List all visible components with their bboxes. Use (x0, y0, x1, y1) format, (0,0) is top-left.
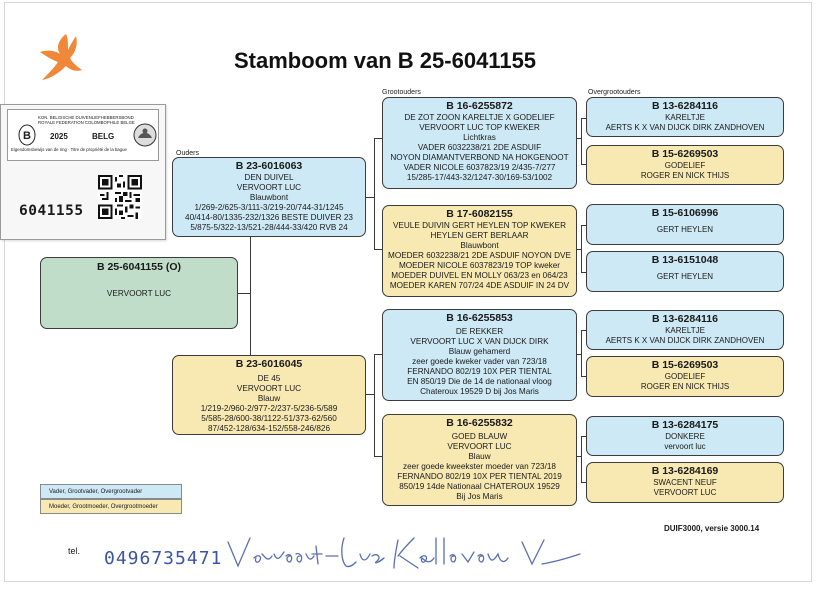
grandparent-line: zeer goede kweker vader van 723/18 (412, 357, 547, 366)
great-grandmother-box[interactable] (586, 356, 784, 397)
great-grandparent-ring: B 13-6284169 (651, 465, 719, 477)
great-grandparent-ring: B 13-6284175 (651, 419, 719, 431)
subject-line: VERVOORT LUC (106, 289, 172, 298)
grandparent-line: Bij Jos Maris (456, 492, 503, 501)
mother-line: DE 45 (257, 374, 281, 383)
ring-card-header (7, 109, 159, 161)
handwritten-signature (222, 528, 582, 580)
grandparent-line: DE REKKER (455, 327, 504, 336)
legend-male: Vader, Grootvader, Overgrootvader (40, 484, 182, 499)
grandparent-line: 850/19 14de Nationaal CHATEROUX 19529 (399, 482, 560, 491)
page-title: Stamboom van B 25-6041155 (234, 48, 537, 73)
father-line: DEN DUIVEL (244, 173, 294, 182)
legend-female: Moeder, Grootmoeder, Overgrootmoeder (40, 499, 182, 514)
father-line: 1/269-2/625-3/111-3/219-20/744-31/1245 (194, 203, 344, 212)
grandparent-line: VERVOORT LUC X VAN DIJCK DIRK (410, 337, 549, 346)
grandparent-ring: B 16-6255853 (446, 312, 513, 324)
grandparent-ring: B 16-6255832 (446, 417, 513, 429)
father-ring: B 23-6016063 (235, 160, 303, 172)
column-label-overgrootouders: Overgrootouders (588, 89, 641, 96)
great-grandfather-box[interactable] (586, 251, 784, 292)
great-grandparent-line: SWACENT NEUF (653, 478, 717, 487)
federation-crest-icon (132, 122, 158, 148)
great-grandparent-line: VERVOORT LUC (653, 488, 717, 497)
grandparent-ring: B 17-6082155 (446, 208, 513, 220)
grandparent-line: Blauw (468, 452, 491, 461)
grandparent-ring: B 16-6255872 (446, 100, 513, 112)
federation-name-nl: KON. BELGISCHE DUIVENLIEFHEBBERSBOND (38, 115, 134, 120)
father-box[interactable] (172, 157, 366, 237)
mother-ring: B 23-6016045 (235, 358, 303, 370)
great-grandfather-box[interactable] (586, 416, 784, 456)
mother-box[interactable] (172, 355, 366, 435)
grandparent-line: NOYON DIAMANTVERBOND NA HOKGENOOT (390, 153, 569, 162)
mother-line: 87/452-128/634-152/558-246/826 (207, 424, 330, 433)
grandparent-line: VADER NICOLE 6037823/19 2/435-7/277 (403, 163, 556, 172)
grandparent-line: MOEDER 6032238/21 2DE ASDUIF NOYON DVE (388, 251, 571, 260)
pigeon-logo-icon (36, 30, 90, 84)
father-line: 5/875-5/322-13/521-28/444-33/420 RVB 24 (190, 223, 348, 232)
great-grandparent-line: GERT HEYLEN (656, 225, 714, 234)
great-grandparent-line: GERT HEYLEN (656, 272, 714, 281)
great-grandparent-line: KARELTJE (665, 326, 705, 335)
grandparent-line: MOEDER DUIVEL EN MOLLY 063/23 en 064/23 (391, 271, 568, 280)
grandparent-line: FERNANDO 802/19 10X PER TIENTAL (407, 367, 552, 376)
subject-pigeon-box[interactable] (40, 257, 238, 329)
grandfather-paternal-box[interactable] (382, 97, 577, 189)
grandparent-line: Blauw gehamerd (448, 347, 511, 356)
great-grandparent-ring: B 15-6106996 (651, 207, 719, 219)
svg-text:B: B (23, 130, 31, 142)
grandparent-line: 15/285-17/443-32/1247-30/169-53/1002 (406, 173, 553, 182)
ring-card-property: Eigendomsbewijs van de ring · Titre de propriété de la bague (11, 147, 127, 152)
great-grandparent-line: vervoort luc (664, 442, 706, 451)
ring-card-year: 2025 (50, 132, 68, 141)
great-grandparent-ring: B 13-6284116 (652, 313, 718, 325)
great-grandparent-ring: B 13-6151048 (651, 254, 719, 266)
great-grandparent-ring: B 15-6269503 (651, 148, 719, 160)
grandparent-line: zeer goede kweekster moeder van 723/18 (403, 462, 556, 471)
column-label-grootouders: Grootouders (382, 89, 421, 96)
great-grandparent-ring: B 13-6284116 (652, 100, 718, 112)
ring-card-country: BELG (92, 132, 115, 141)
father-line: VERVOORT LUC (236, 183, 302, 192)
grandparent-line: HEYLEN GERT BERLAAR (430, 231, 529, 240)
great-grandparent-line: ROGER EN NICK THIJS (640, 171, 730, 180)
great-grandparent-line: GODELIEF (664, 372, 706, 381)
subject-ring: B 25-6041155 (O) (96, 261, 182, 273)
great-grandmother-box[interactable] (586, 145, 784, 185)
grandparent-line: VERVOORT LUC (447, 442, 512, 451)
ring-card-number: 6041155 (19, 203, 84, 219)
qr-code-icon (98, 175, 142, 219)
column-label-ouders: Ouders (176, 150, 199, 157)
grandparent-line: MOEDER KAREN 707/24 4DE ASDUIF IN 24 DV (389, 281, 570, 290)
grandparent-line: VEULE DUIVIN GERT HEYLEN TOP KWEKER (392, 221, 567, 230)
grandparent-line: Blauwbont (460, 241, 499, 250)
grandparent-line: FERNANDO 802/19 10X PER TIENTAL 2019 (397, 472, 562, 481)
belgian-b-emblem-icon (18, 124, 36, 146)
grandparent-line: EN 850/19 Die de 14 de nationaal vloog (407, 377, 552, 386)
great-grandmother-box[interactable] (586, 462, 784, 503)
tel-label: tel. (68, 546, 81, 556)
great-grandfather-box[interactable] (586, 310, 784, 350)
ring-ownership-card (0, 104, 166, 240)
grandmother-maternal-box[interactable] (382, 414, 577, 506)
grandparent-line: DE ZOT ZOON KARELTJE X GODELIEF (404, 113, 555, 122)
great-grandparent-line: ROGER EN NICK THIJS (640, 382, 730, 391)
tel-number: 0496735471 (104, 548, 223, 569)
mother-line: 1/219-2/960-2/977-2/237-5/236-5/589 (200, 404, 338, 413)
mother-line: VERVOORT LUC (236, 384, 302, 393)
great-grandfather-box[interactable] (586, 97, 784, 137)
great-grandparent-line: GODELIEF (664, 161, 706, 170)
mother-line: 5/585-28/600-38/1122-51/373-62/560 (201, 414, 337, 423)
grandparent-line: MOEDER NICOLE 6037823/19 TOP kweker (398, 261, 561, 270)
great-grandfather-box[interactable] (586, 204, 784, 245)
grandparent-line: VERVOORT LUC TOP KWEKER (419, 123, 540, 132)
father-line: 40/414-80/1335-232/1326 BESTE DUIVER 23 (185, 213, 353, 222)
grandparent-line: VADER 6032238/21 2DE ASDUIF (417, 143, 542, 152)
mother-line: Blauw (257, 394, 281, 403)
grandmother-paternal-box[interactable] (382, 205, 577, 297)
grandfather-maternal-box[interactable] (382, 309, 577, 401)
great-grandparent-line: DONKERE (665, 432, 705, 441)
grandparent-line: Lichtkras (463, 133, 496, 142)
grandparent-line: Chateroux 19529 D bij Jos Maris (420, 387, 539, 396)
father-line: Blauwbont (249, 193, 289, 202)
grandparent-line: GOED BLAUW (451, 432, 508, 441)
great-grandparent-line: AERTS K X VAN DIJCK DIRK ZANDHOVEN (605, 336, 765, 345)
software-version: DUIF3000, versie 3000.14 (664, 524, 760, 533)
ring-card-federation (38, 115, 135, 125)
great-grandparent-ring: B 15-6269503 (651, 359, 719, 371)
great-grandparent-line: AERTS K X VAN DIJCK DIRK ZANDHOVEN (605, 123, 765, 132)
federation-name-fr: ROYALE FEDERATION COLOMBOPHILE BELGE (38, 120, 135, 125)
great-grandparent-line: KARELTJE (665, 113, 705, 122)
